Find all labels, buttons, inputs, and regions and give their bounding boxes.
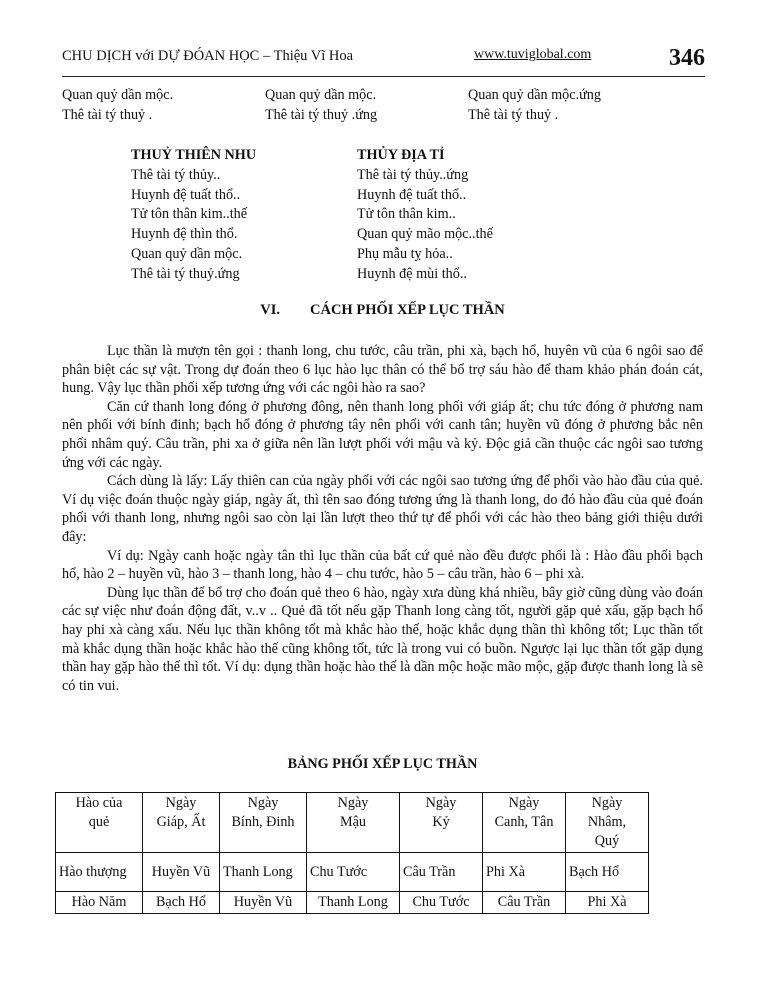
table-cell: Huyền Vũ — [220, 892, 307, 914]
hexagram-line: Quan quỷ dần mộc.ứng — [468, 87, 601, 103]
hexagram-line: Tử tôn thân kim.. — [357, 206, 456, 223]
table-title: BẢNG PHỐI XẾP LỤC THẦN — [287, 756, 478, 772]
hexagram-line: Quan quỷ mão mộc..thế — [357, 226, 493, 243]
header-cell: Hào của quẻ — [56, 793, 143, 853]
table-cell: Hào thượng — [56, 853, 143, 892]
header-cell: Ngày Nhâm, Quý — [566, 793, 649, 853]
hexagram-block — [357, 146, 493, 285]
hexagram-line: Thê tài tý thuỷ.ứng — [131, 265, 240, 282]
table-cell: Bạch Hổ — [143, 892, 220, 914]
table-cell: Thanh Long — [220, 853, 307, 892]
table-header-row — [56, 793, 649, 853]
page-header — [62, 44, 705, 77]
website-link[interactable]: www.tuviglobal.com — [474, 47, 592, 62]
hexagram-line: Huynh đệ mùi thổ.. — [357, 265, 467, 282]
hexagram-title: THUỶ THIÊN NHU — [131, 147, 257, 163]
hexagram-line: Thê tài tý thủy.. — [131, 166, 221, 183]
paragraph: Dùng lục thần để bổ trợ cho đoán quẻ theo 6 hào, ngày xưa dùng khá nhiều, bây giờ cũng dùng vào đoán các sự việc như đoán động đất, v..v .. Quẻ đã tốt nếu gặp Thanh long càng tốt, người gặp quẻ xấu, gặp bạch hổ hay phi xà càng xấu. Nếu lục thần không tốt mà khắc hào thế, hoặc khắc dụng thần thì không tốt; Lục thần tốt mà khắc dụng thần hoặc khắc hào thế cũng không tốt, tức là trong vui có buồn. Ngược lại lục thần tốt gặp dụng thần hay gặp hào thế thì tốt. Ví dụ: dụng thần hoặc hào thế là dần mộc hoặc mão mộc, gặp được thanh long là sẽ có tin vui. — [62, 584, 703, 694]
table-cell: Hào Năm — [56, 892, 143, 914]
table-cell: Bạch Hổ — [566, 853, 649, 892]
table-cell: Câu Trần — [400, 853, 483, 892]
header-cell: Ngày Mậu — [307, 793, 400, 853]
hexagram-line: Thê tài tý thuỷ . — [62, 106, 153, 123]
header-cell: Ngày Giáp, Ất — [143, 793, 220, 853]
paragraph: Lục thần là mượn tên gọi : thanh long, chu tước, câu trần, phi xà, bạch hổ, huyên vũ của 6 ngôi sao để phân biệt các sự vật. Trong dự đoán theo 6 lục hào lục thân có thể bổ trợ sáu hào để tham khảo phán đoán cát, hung. Vậy lục thần phối xếp tương ứng với các ngôi hào ra sao? — [62, 343, 703, 397]
hexagram-line: Quan quỷ dần mộc. — [265, 87, 377, 103]
table-cell: Phi Xà — [566, 892, 649, 914]
hexagram-line: Tử tôn thân kim..thế — [131, 206, 248, 223]
book-title: CHU DỊCH với DỰ ĐÓAN HỌC – Thiệu Vĩ Hoa — [62, 48, 354, 64]
header-cell: Ngày Kỷ — [400, 793, 483, 853]
hexagram-line: Phụ mẫu tỵ hỏa.. — [357, 245, 453, 262]
hexagram-line: Huynh đệ thìn thổ. — [131, 226, 238, 243]
header-cell: Ngày Canh, Tân — [483, 793, 566, 853]
paragraph: Căn cứ thanh long đóng ở phương đông, nên thanh long phối với giáp ất; chu tức đóng ở phương nam nên phối với bính đinh; bạch hổ đóng ở phương tây nên phối với canh tân; huyền vũ đóng ở phương bắc nên phối nhâm quý. Câu trần, phi xa ở giữa nên lần lượt phối với mậu và kỷ. Độc giả cần thuộc các ngôi sao tương ứng với các ngày. — [62, 398, 703, 471]
hexagram-line: Quan quỷ dần mộc. — [131, 245, 243, 262]
header-cell: Ngày Bính, Đinh — [220, 793, 307, 853]
hexagram-line: Thê tài tý thủy..ứng — [357, 166, 469, 183]
table-cell: Huyền Vũ — [143, 853, 220, 892]
table-row — [56, 853, 649, 892]
hexagram-lines-col-2 — [265, 86, 377, 125]
hexagram-line: Huynh đệ tuất thổ.. — [131, 186, 241, 203]
table-cell: Chu Tước — [307, 853, 400, 892]
section-number: VI. — [260, 302, 281, 318]
table-cell: Thanh Long — [307, 892, 400, 914]
body-text — [62, 342, 703, 695]
luc-than-table — [55, 792, 649, 914]
table-cell: Phi Xà — [483, 853, 566, 892]
hexagram-title: THỦY ĐỊA TỈ — [357, 147, 445, 163]
section-title: CÁCH PHỐI XẾP LỤC THẦN — [310, 302, 505, 318]
hexagram-line: Thê tài tý thuỷ .ứng — [265, 106, 378, 123]
hexagram-line: Thê tài tý thuỷ . — [468, 106, 559, 123]
section-heading — [0, 302, 765, 319]
table-cell: Chu Tước — [400, 892, 483, 914]
hexagram-lines-col-3 — [468, 86, 601, 125]
paragraph: Cách dùng là lấy: Lấy thiên can của ngày phối với các ngôi sao tương ứng để phối vào hào đầu của quẻ. Ví dụ việc đoán thuộc ngày giáp, ngày ất, thì tên sao đóng tương ứng là thanh long, do đó hào đầu của quẻ đoán phối với thanh long, nhưng ngôi sao còn lại lần lượt theo thứ tự để phối với các hào theo bảng giới thiệu dưới đây: — [62, 473, 703, 545]
hexagram-lines-col-1 — [62, 86, 173, 125]
hexagram-block — [131, 146, 256, 285]
table-row — [56, 892, 649, 914]
page-number: 346 — [669, 45, 705, 71]
hexagram-line: Quan quỷ dần mộc. — [62, 87, 174, 103]
paragraph: Ví dụ: Ngày canh hoặc ngày tân thì lục thần của bất cứ quẻ nào đều được phối là : Hào đầu phối bạch hổ, hào 2 – huyền vũ, hào 3 – thanh long, hào 4 – chu tước, hào 5 – câu trần, hào 6 – phi xà. — [62, 547, 703, 583]
hexagram-line: Huynh đệ tuất thổ.. — [357, 186, 467, 203]
table-cell: Câu Trần — [483, 892, 566, 914]
